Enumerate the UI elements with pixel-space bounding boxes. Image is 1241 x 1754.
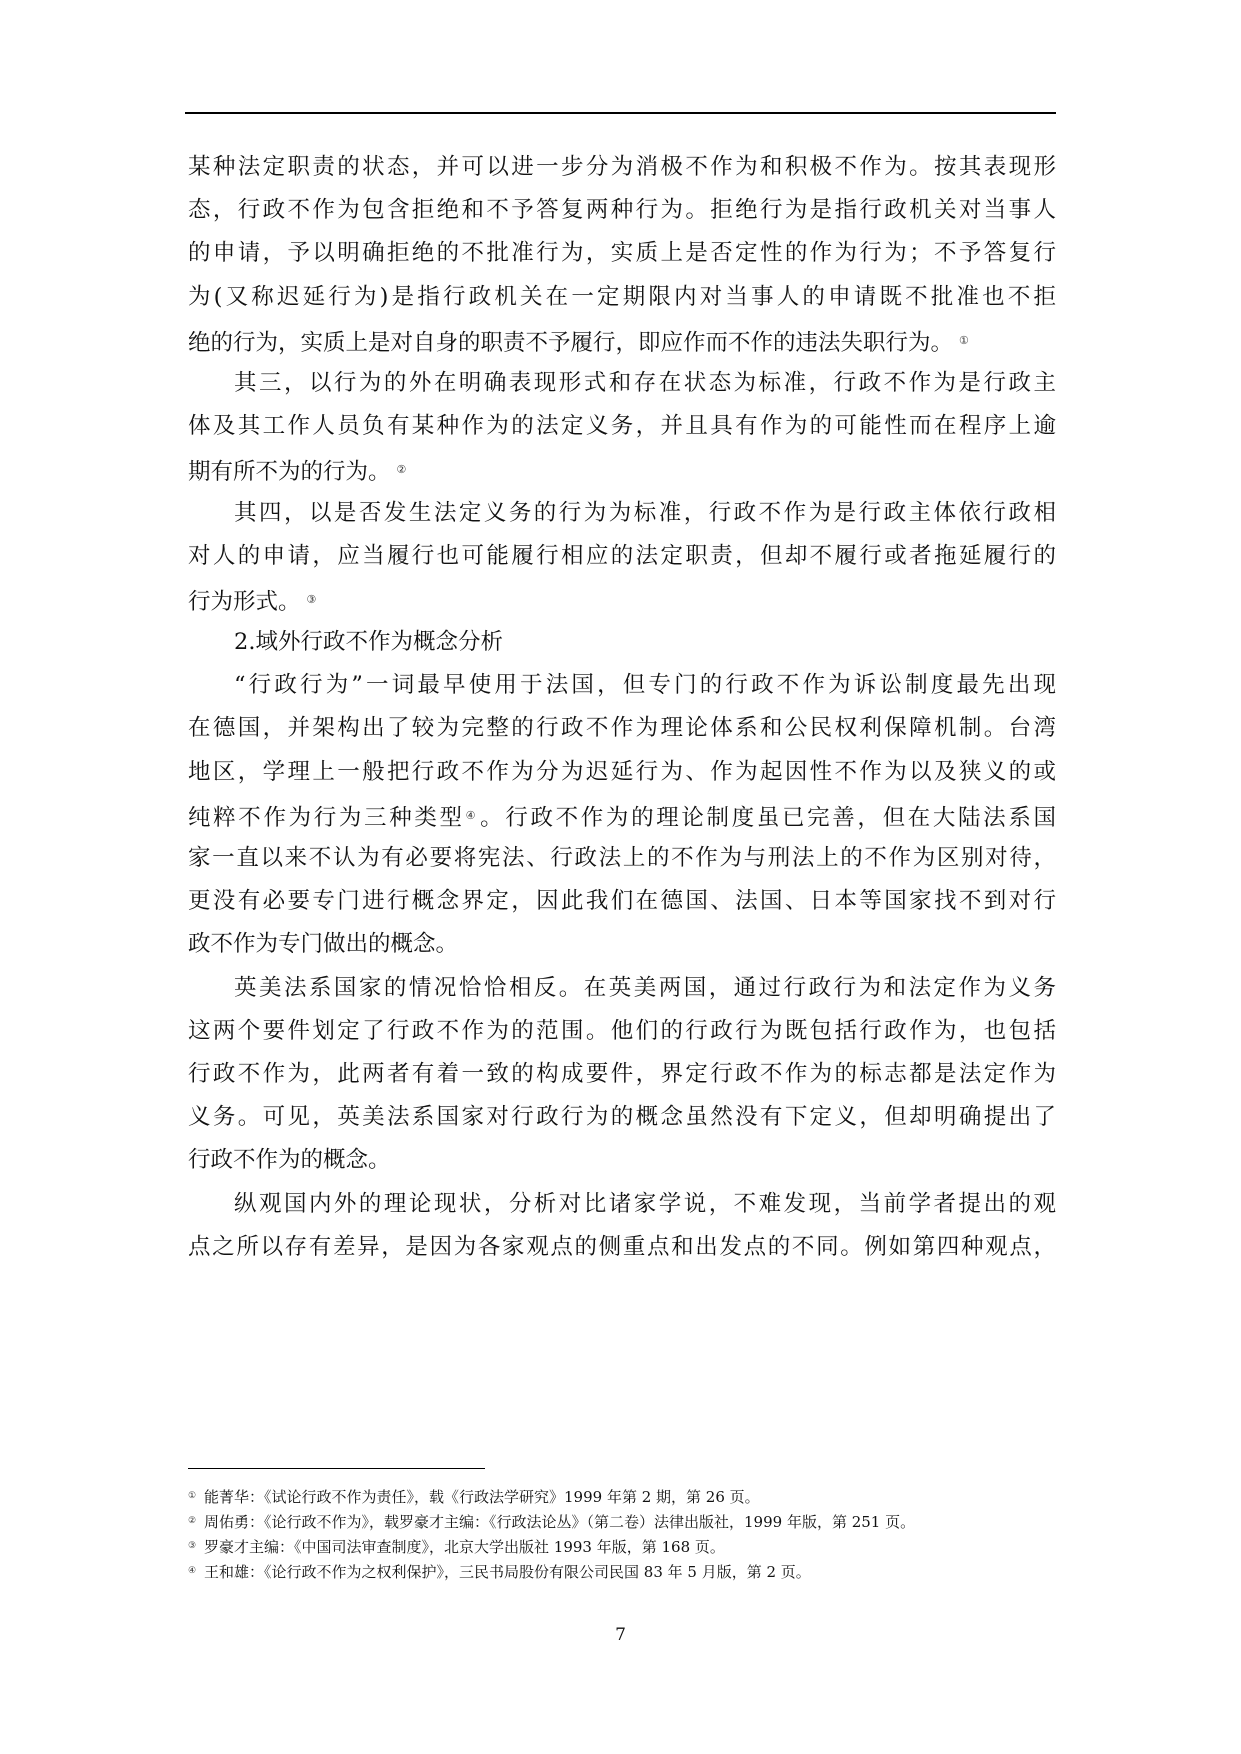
text-line (188, 880, 1056, 923)
body-text (188, 146, 1056, 1269)
footnote-text: 罗豪才主编：《中国司法审查制度》，北京大学出版社 1993 年版，第 168 页。 (204, 1538, 725, 1556)
footnote-reference[interactable]: ④ (465, 808, 479, 822)
footnote-reference[interactable]: ① (959, 333, 969, 347)
header-rule (185, 112, 1056, 114)
text-line-content: 家一直以来不认为有必要将宪法、行政法上的不作为与刑法上的不作为区别对待， (188, 845, 1056, 871)
text-line (188, 1226, 1056, 1269)
text-line-content: 义务。可见，英美法系国家对行政行为的概念虽然没有下定义，但却明确提出了 (188, 1104, 1056, 1131)
text-line-content: 为(又称迟延行为)是指行政机关在一定期限内对当事人的申请既不批准也不拒 (188, 283, 1056, 310)
text-line-content: 政不作为专门做出的概念。 (188, 931, 459, 958)
text-line-content: 这两个要件划定了行政不作为的范围。他们的行政行为既包括行政作为，也包括 (188, 1017, 1056, 1044)
footnote-text: 能菁华：《试论行政不作为责任》，载《行政法学研究》1999 年第 2 期，第 26 页。 (204, 1488, 760, 1506)
footnote (188, 1559, 1068, 1584)
footnote-mark: ④ (188, 1566, 197, 1576)
text-line-continuation: 。行政不作为的理论制度虽已完善，但在大陆法系国 (480, 804, 1056, 831)
text-line (188, 448, 1056, 491)
text-line (188, 276, 1056, 319)
text-line-content: 点之所以存有差异，是因为各家观点的侧重点和出发点的不同。例如第四种观点， (188, 1233, 1056, 1260)
text-line (188, 794, 1056, 837)
footnote-text: 周佑勇：《论行政不作为》，载罗豪才主编：《行政法论丛》（第二卷）法律出版社，1999 年版，第 251 页。 (204, 1513, 916, 1531)
text-line (188, 923, 1056, 966)
text-line (188, 578, 1056, 621)
text-line-content: 纵观国内外的理论现状，分析对比诸家学说，不难发现，当前学者提出的观 (234, 1190, 1056, 1217)
footnote-mark: ① (188, 1491, 197, 1501)
footnote-reference[interactable]: ③ (306, 592, 317, 606)
footnotes (188, 1484, 1068, 1584)
text-line (188, 146, 1056, 189)
text-line (188, 1010, 1056, 1053)
text-line (188, 1139, 1056, 1182)
text-line (188, 1053, 1056, 1096)
text-line (188, 1096, 1056, 1139)
text-line (188, 751, 1056, 794)
text-line (188, 664, 1056, 707)
text-line-content: 纯粹不作为行为三种类型 (188, 804, 465, 831)
text-line-content: “行政行为”一词最早使用于法国，但专门的行政不作为诉讼制度最先出现 (234, 672, 1056, 699)
text-line-content: 地区，学理上一般把行政不作为分为迟延行为、作为起因性不作为以及狭义的或 (188, 758, 1056, 785)
text-line (188, 535, 1056, 578)
text-line (188, 232, 1056, 275)
text-line (188, 189, 1056, 232)
text-line (188, 319, 1056, 362)
text-line-content: 更没有必要专门进行概念界定，因此我们在德国、法国、日本等国家找不到对行 (188, 888, 1056, 915)
text-line-content: 英美法系国家的情况恰恰相反。在英美两国，通过行政行为和法定作为义务 (234, 974, 1056, 1001)
text-line (188, 405, 1056, 448)
text-line (188, 837, 1056, 880)
text-line-content: 其三，以行为的外在明确表现形式和存在状态为标准，行政不作为是行政主 (234, 369, 1056, 396)
footnote (188, 1534, 1068, 1559)
text-line (188, 1183, 1056, 1226)
text-line-content: 行为形式。 (188, 588, 301, 615)
text-line-content: 绝的行为，实质上是对自身的职责不予履行，即应作而不作的违法失职行为。 (188, 329, 954, 356)
page-number: 7 (615, 1625, 626, 1645)
footnote-text: 王和雄：《论行政不作为之权利保护》，三民书局股份有限公司民国 83 年 5 月版，第 2 页。 (204, 1563, 811, 1581)
text-line-content: 体及其工作人员负有某种作为的法定义务，并且具有作为的可能性而在程序上逾 (188, 413, 1056, 440)
text-line-content: 在德国，并架构出了较为完整的行政不作为理论体系和公民权利保障机制。台湾 (188, 715, 1056, 742)
text-line (188, 967, 1056, 1010)
text-line-content: 态，行政不作为包含拒绝和不予答复两种行为。拒绝行为是指行政机关对当事人 (188, 197, 1056, 224)
text-line-content: 期有所不为的行为。 (188, 459, 391, 486)
footnote (188, 1484, 1068, 1509)
footnote (188, 1509, 1068, 1534)
footnote-reference[interactable]: ② (396, 463, 407, 477)
text-line-content: 其四，以是否发生法定义务的行为为标准，行政不作为是行政主体依行政相 (234, 499, 1056, 526)
text-line-content: 行政不作为，此两者有着一致的构成要件，界定行政不作为的标志都是法定作为 (188, 1060, 1056, 1087)
footnote-mark: ③ (188, 1541, 197, 1551)
text-line (188, 621, 1056, 664)
text-line (188, 492, 1056, 535)
text-line-content: 某种法定职责的状态，并可以进一步分为消极不作为和积极不作为。按其表现形 (188, 154, 1056, 180)
text-line (188, 362, 1056, 405)
text-line-content: 2.域外行政不作为概念分析 (234, 629, 503, 656)
text-line (188, 707, 1056, 750)
text-line-content: 行政不作为的概念。 (188, 1147, 391, 1174)
footnote-separator (188, 1468, 485, 1469)
text-line-content: 的申请，予以明确拒绝的不批准行为，实质上是否定性的作为行为；不予答复行 (188, 240, 1056, 267)
text-line-content: 对人的申请，应当履行也可能履行相应的法定职责，但却不履行或者拖延履行的 (188, 542, 1056, 569)
footnote-mark: ② (188, 1516, 197, 1526)
